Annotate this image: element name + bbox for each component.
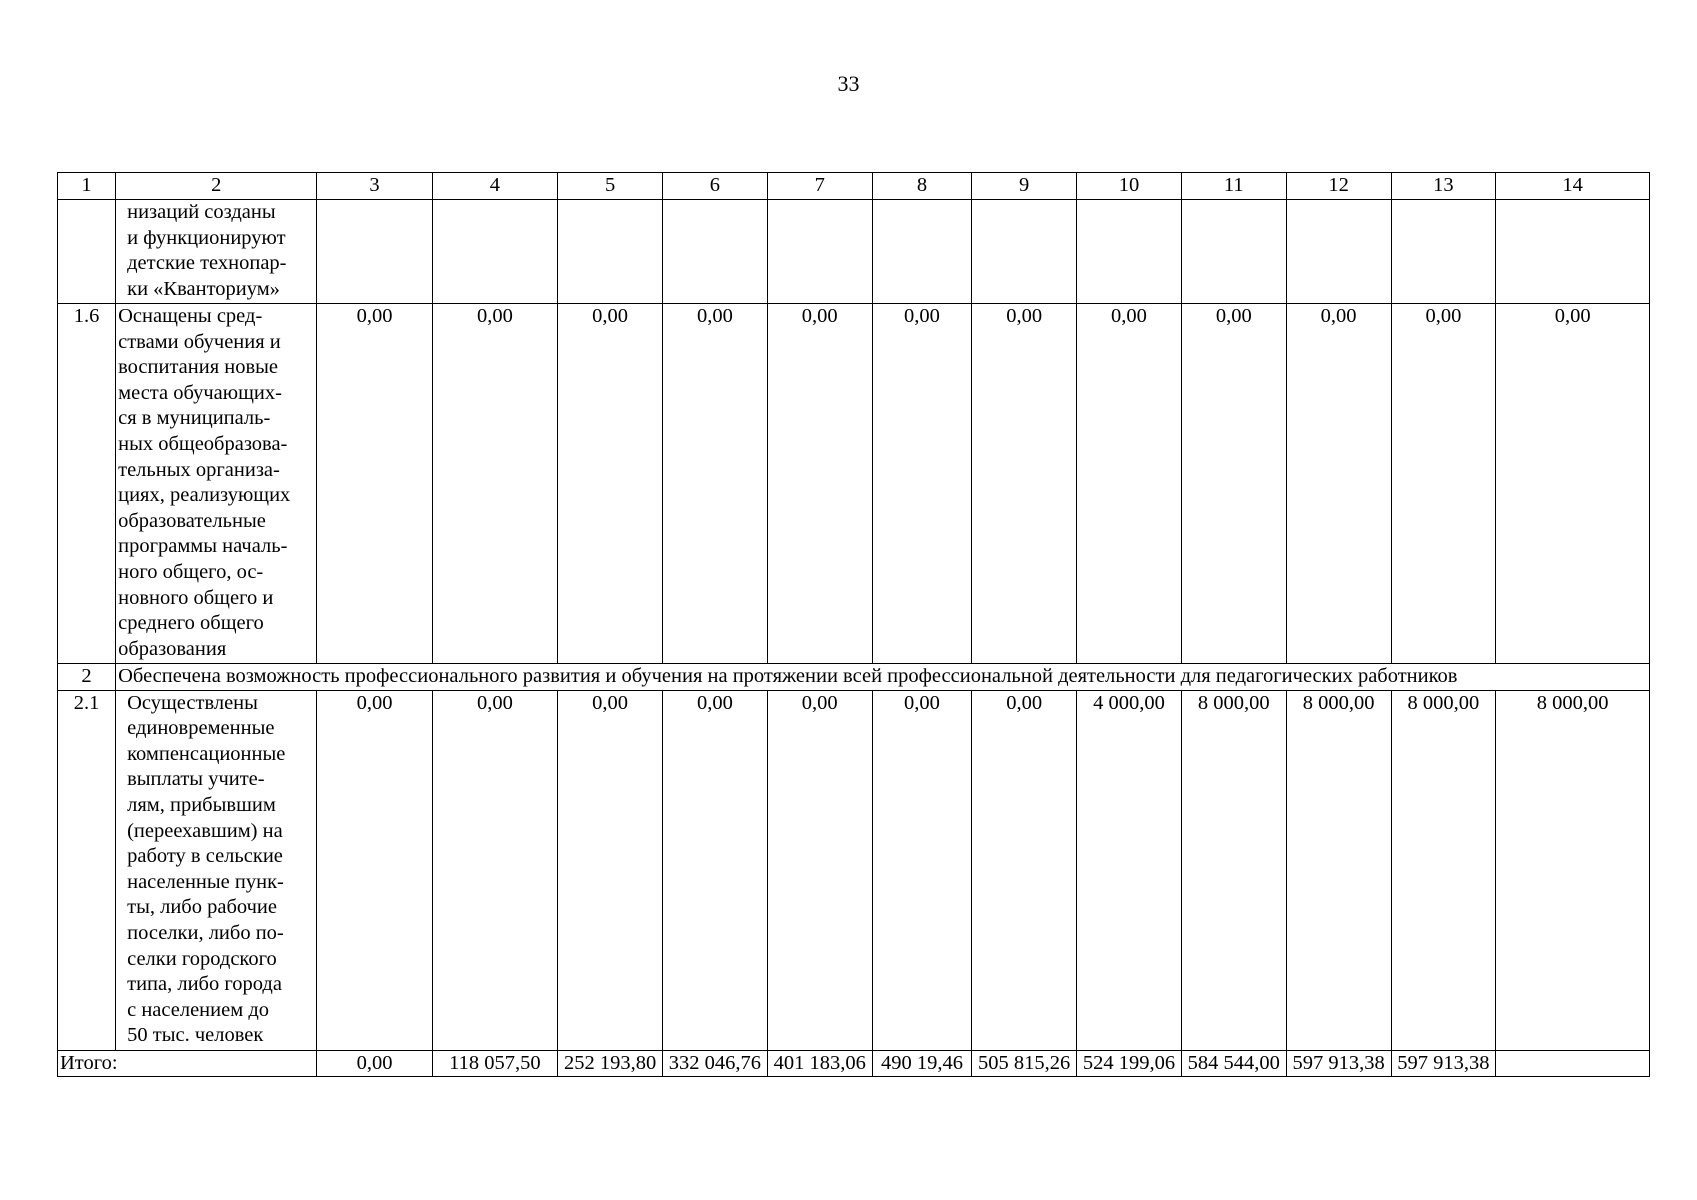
value-cell: 8 000,00: [1496, 690, 1650, 1050]
total-value-cell: 597 913,38: [1286, 1050, 1391, 1077]
row-number: 2: [58, 664, 116, 691]
total-label: Итого:: [58, 1050, 317, 1077]
budget-table: [57, 172, 1650, 1077]
value-cell: 0,00: [767, 690, 872, 1050]
column-header: 6: [663, 173, 768, 200]
column-header: 3: [317, 173, 432, 200]
row-description: Осуществлены единовременные компенсационные выплаты учите- лям, прибывшим (переехавшим) на работу в сельские населенные пунк- ты, либо рабочие поселки, либо по- селки городского типа, либо города с населением до 50 тыс. человек: [116, 690, 317, 1050]
column-header: 7: [767, 173, 872, 200]
value-cell: 0,00: [663, 304, 768, 664]
total-value-cell: 505 815,26: [972, 1050, 1077, 1077]
table-cell: [872, 200, 972, 304]
table-cell: [663, 200, 768, 304]
table-cell: [972, 200, 1077, 304]
total-value-cell: [1496, 1050, 1650, 1077]
table-cell: [1391, 200, 1496, 304]
value-cell: 8 000,00: [1391, 690, 1496, 1050]
column-header: 10: [1077, 173, 1182, 200]
total-value-cell: 0,00: [317, 1050, 432, 1077]
value-cell: 8 000,00: [1286, 690, 1391, 1050]
column-header: 2: [116, 173, 317, 200]
section-row-2: [58, 664, 1650, 691]
value-cell: 4 000,00: [1077, 690, 1182, 1050]
total-value-cell: 252 193,80: [558, 1050, 663, 1077]
value-cell: 0,00: [1181, 304, 1286, 664]
value-cell: 0,00: [872, 304, 972, 664]
value-cell: 0,00: [1391, 304, 1496, 664]
value-cell: 0,00: [972, 690, 1077, 1050]
value-cell: 0,00: [872, 690, 972, 1050]
total-value-cell: 597 913,38: [1391, 1050, 1496, 1077]
table-cell: [767, 200, 872, 304]
value-cell: 0,00: [317, 690, 432, 1050]
value-cell: 0,00: [767, 304, 872, 664]
total-value-cell: 118 057,50: [432, 1050, 558, 1077]
value-cell: 0,00: [1496, 304, 1650, 664]
total-value-cell: 490 19,46: [872, 1050, 972, 1077]
table-row-2-1: [58, 690, 1650, 1050]
total-row: [58, 1050, 1650, 1077]
header-row: [58, 173, 1650, 200]
row-description: Оснащены сред- ствами обучения и воспитания новые места обучающих- ся в муниципаль- ных общеобразова- тельных организа- циях, реализующих образовательные программы началь- ного общего, ос- новного общего и среднего общего образования: [116, 304, 317, 664]
value-cell: 0,00: [317, 304, 432, 664]
table-row-1-6: [58, 304, 1650, 664]
row-number: [58, 200, 116, 304]
value-cell: 0,00: [1286, 304, 1391, 664]
total-value-cell: 401 183,06: [767, 1050, 872, 1077]
value-cell: 0,00: [1077, 304, 1182, 664]
column-header: 11: [1181, 173, 1286, 200]
row-number: 2.1: [58, 690, 116, 1050]
table-cell: [432, 200, 558, 304]
value-cell: 0,00: [558, 304, 663, 664]
table-cell: [1181, 200, 1286, 304]
value-cell: 0,00: [432, 690, 558, 1050]
table-cell: [1286, 200, 1391, 304]
value-cell: 0,00: [432, 304, 558, 664]
value-cell: 8 000,00: [1181, 690, 1286, 1050]
table-cell: [317, 200, 432, 304]
column-header: 1: [58, 173, 116, 200]
column-header: 4: [432, 173, 558, 200]
value-cell: 0,00: [972, 304, 1077, 664]
table-cell: [1077, 200, 1182, 304]
column-header: 8: [872, 173, 972, 200]
column-header: 5: [558, 173, 663, 200]
table-cell: [558, 200, 663, 304]
page-number: 33: [837, 71, 860, 96]
table-row-continuation: [58, 200, 1650, 304]
column-header: 9: [972, 173, 1077, 200]
table-cell: [1496, 200, 1650, 304]
section-title: Обеспечена возможность профессионального развития и обучения на протяжении всей профессиональной деятельности для педагогических работников: [116, 664, 1650, 691]
column-header: 14: [1496, 173, 1650, 200]
total-value-cell: 332 046,76: [663, 1050, 768, 1077]
column-header: 13: [1391, 173, 1496, 200]
row-description: низаций созданы и функционируют детские технопар- ки «Кванториум»: [116, 200, 317, 304]
value-cell: 0,00: [558, 690, 663, 1050]
total-value-cell: 524 199,06: [1077, 1050, 1182, 1077]
row-number: 1.6: [58, 304, 116, 664]
value-cell: 0,00: [663, 690, 768, 1050]
column-header: 12: [1286, 173, 1391, 200]
total-value-cell: 584 544,00: [1181, 1050, 1286, 1077]
